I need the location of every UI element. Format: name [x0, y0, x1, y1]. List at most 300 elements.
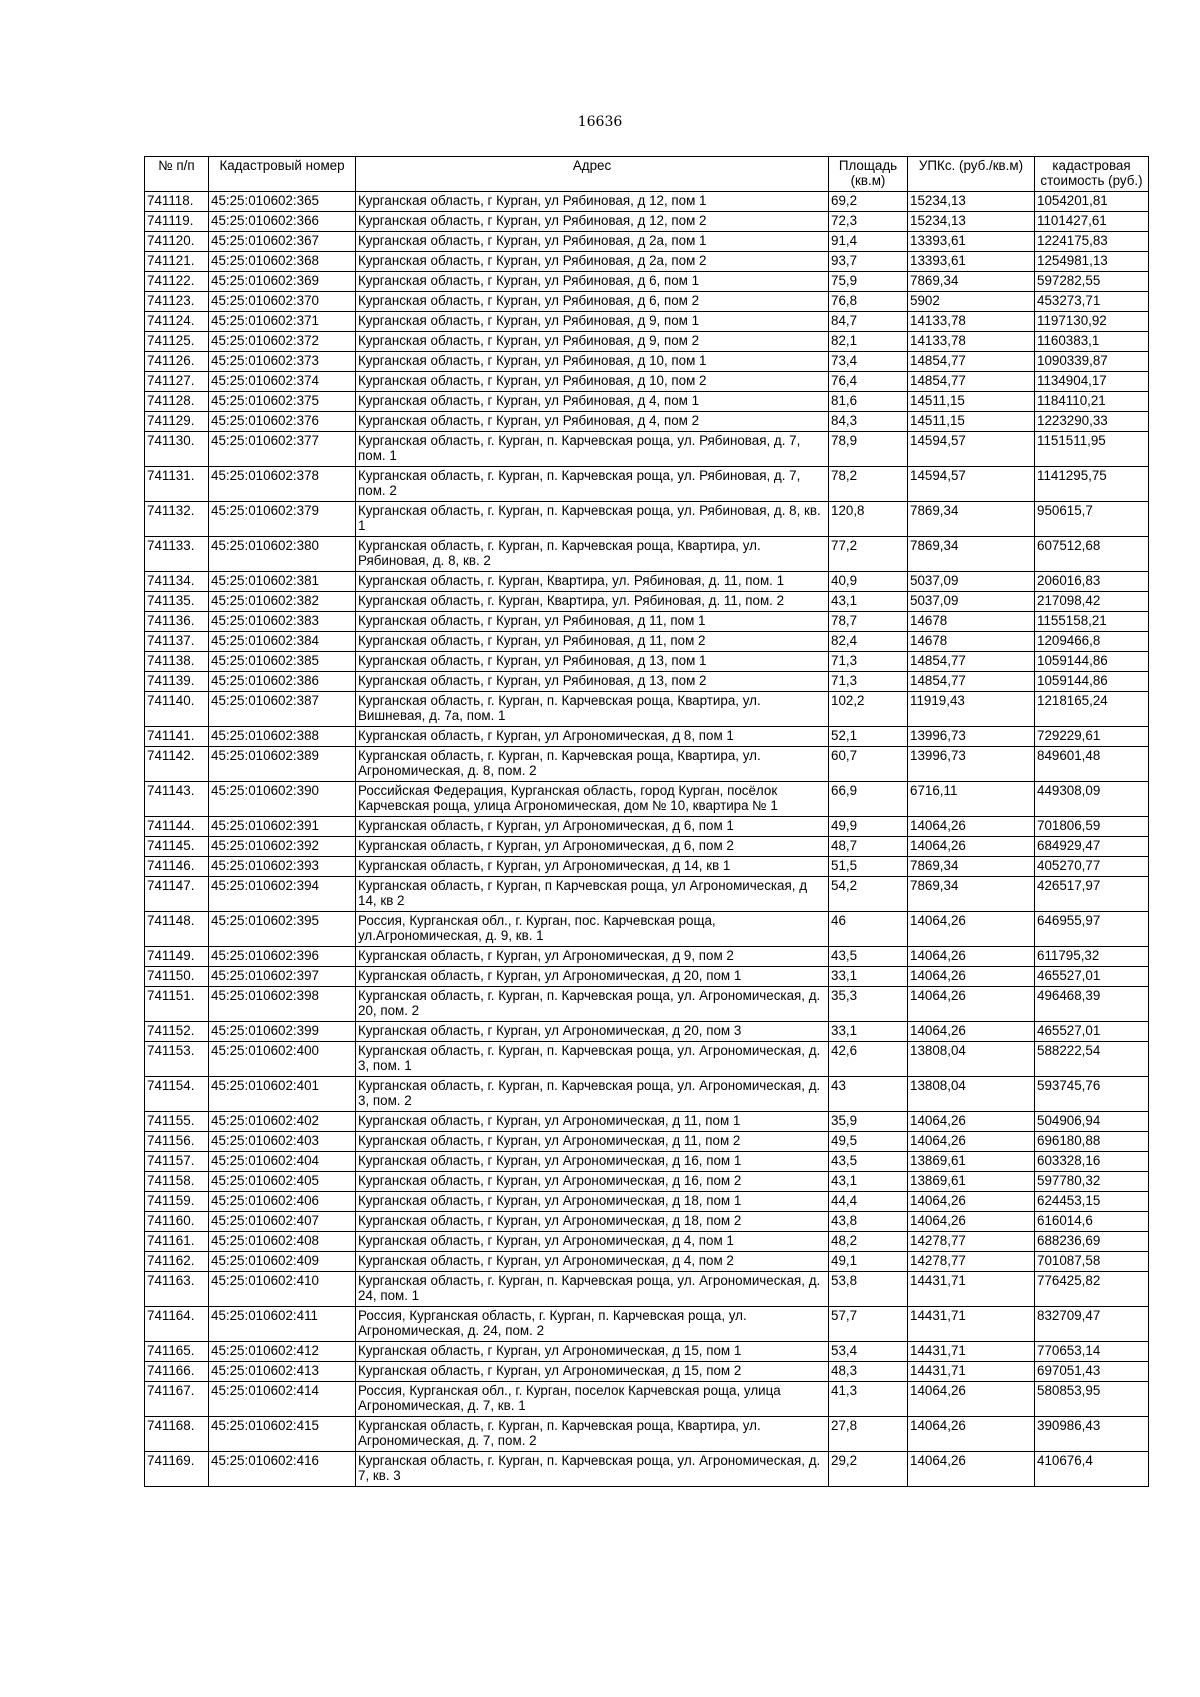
upks-cell: 14278,77 — [908, 1252, 1035, 1272]
area-cell: 43,8 — [829, 1212, 908, 1232]
cadastral-value-cell: 588222,54 — [1035, 1042, 1149, 1077]
address-cell: Курганская область, г. Курган, Квартира, ул. Рябиновая, д. 11, пом. 1 — [356, 572, 829, 592]
header-num: № п/п — [145, 157, 209, 192]
table-row — [145, 1232, 1149, 1252]
cadastral-number-cell: 45:25:010602:404 — [209, 1152, 356, 1172]
table-row — [145, 272, 1149, 292]
upks-cell: 14064,26 — [908, 1112, 1035, 1132]
cadastral-number-cell: 45:25:010602:395 — [209, 912, 356, 947]
row-number-cell: 741161. — [145, 1232, 209, 1252]
area-cell: 33,1 — [829, 967, 908, 987]
area-cell: 76,4 — [829, 372, 908, 392]
cadastral-value-cell: 597282,55 — [1035, 272, 1149, 292]
cadastral-number-cell: 45:25:010602:405 — [209, 1172, 356, 1192]
cadastral-value-cell: 603328,16 — [1035, 1152, 1149, 1172]
table-row — [145, 292, 1149, 312]
upks-cell: 7869,34 — [908, 272, 1035, 292]
upks-cell: 7869,34 — [908, 502, 1035, 537]
cadastral-value-cell: 607512,68 — [1035, 537, 1149, 572]
upks-cell: 14854,77 — [908, 652, 1035, 672]
upks-cell: 7869,34 — [908, 857, 1035, 877]
row-number-cell: 741139. — [145, 672, 209, 692]
area-cell: 43,5 — [829, 1152, 908, 1172]
upks-cell: 14431,71 — [908, 1307, 1035, 1342]
upks-cell: 14511,15 — [908, 392, 1035, 412]
upks-cell: 7869,34 — [908, 877, 1035, 912]
table-row — [145, 572, 1149, 592]
cadastral-value-cell: 624453,15 — [1035, 1192, 1149, 1212]
cadastral-value-cell: 217098,42 — [1035, 592, 1149, 612]
table-row — [145, 1272, 1149, 1307]
cadastral-number-cell: 45:25:010602:412 — [209, 1342, 356, 1362]
upks-cell: 15234,13 — [908, 192, 1035, 212]
cadastral-number-cell: 45:25:010602:414 — [209, 1382, 356, 1417]
table-row — [145, 1362, 1149, 1382]
row-number-cell: 741131. — [145, 467, 209, 502]
upks-cell: 14064,26 — [908, 1132, 1035, 1152]
cadastral-value-cell: 1155158,21 — [1035, 612, 1149, 632]
upks-cell: 14064,26 — [908, 1192, 1035, 1212]
table-row — [145, 1342, 1149, 1362]
table-row — [145, 967, 1149, 987]
header-cadastral-number: Кадастровый номер — [209, 157, 356, 192]
table-row — [145, 232, 1149, 252]
area-cell: 120,8 — [829, 502, 908, 537]
upks-cell: 5037,09 — [908, 592, 1035, 612]
row-number-cell: 741151. — [145, 987, 209, 1022]
cadastral-number-cell: 45:25:010602:392 — [209, 837, 356, 857]
header-cadastral-value: кадастровая стоимость (руб.) — [1035, 157, 1149, 192]
table-row — [145, 837, 1149, 857]
area-cell: 48,7 — [829, 837, 908, 857]
table-row — [145, 412, 1149, 432]
address-cell: Курганская область, г. Курган, Квартира, ул. Рябиновая, д. 11, пом. 2 — [356, 592, 829, 612]
address-cell: Курганская область, г Курган, ул Агрономическая, д 4, пом 1 — [356, 1232, 829, 1252]
cadastral-value-cell: 696180,88 — [1035, 1132, 1149, 1152]
upks-cell: 13996,73 — [908, 747, 1035, 782]
address-cell: Курганская область, г Курган, ул Агрономическая, д 6, пом 2 — [356, 837, 829, 857]
table-row — [145, 987, 1149, 1022]
cadastral-value-cell: 776425,82 — [1035, 1272, 1149, 1307]
row-number-cell: 741148. — [145, 912, 209, 947]
cadastral-number-cell: 45:25:010602:385 — [209, 652, 356, 672]
address-cell: Курганская область, г Курган, ул Рябиновая, д 13, пом 2 — [356, 672, 829, 692]
upks-cell: 14064,26 — [908, 1382, 1035, 1417]
cadastral-value-cell: 405270,77 — [1035, 857, 1149, 877]
address-cell: Курганская область, г Курган, ул Рябиновая, д 2а, пом 2 — [356, 252, 829, 272]
area-cell: 69,2 — [829, 192, 908, 212]
table-row — [145, 592, 1149, 612]
table-row — [145, 727, 1149, 747]
address-cell: Россия, Курганская обл., г. Курган, пос. Карчевская роща, ул.Агрономическая, д. 9, кв. 1 — [356, 912, 829, 947]
cadastral-number-cell: 45:25:010602:402 — [209, 1112, 356, 1132]
address-cell: Курганская область, г Курган, ул Агрономическая, д 18, пом 1 — [356, 1192, 829, 1212]
table-row — [145, 912, 1149, 947]
table-row — [145, 612, 1149, 632]
cadastral-number-cell: 45:25:010602:378 — [209, 467, 356, 502]
address-cell: Курганская область, г Курган, ул Агрономическая, д 8, пом 1 — [356, 727, 829, 747]
row-number-cell: 741136. — [145, 612, 209, 632]
upks-cell: 14678 — [908, 612, 1035, 632]
table-row — [145, 632, 1149, 652]
area-cell: 78,9 — [829, 432, 908, 467]
row-number-cell: 741154. — [145, 1077, 209, 1112]
address-cell: Курганская область, г. Курган, п. Карчевская роща, ул. Агрономическая, д. 3, пом. 1 — [356, 1042, 829, 1077]
cadastral-value-cell: 1218165,24 — [1035, 692, 1149, 727]
table-row — [145, 1132, 1149, 1152]
area-cell: 43 — [829, 1077, 908, 1112]
cadastral-value-cell: 688236,69 — [1035, 1232, 1149, 1252]
table-row — [145, 372, 1149, 392]
address-cell: Курганская область, г Курган, ул Рябиновая, д 11, пом 2 — [356, 632, 829, 652]
cadastral-value-cell: 593745,76 — [1035, 1077, 1149, 1112]
row-number-cell: 741169. — [145, 1452, 209, 1487]
table-row — [145, 1307, 1149, 1342]
cadastral-value-cell: 1223290,33 — [1035, 412, 1149, 432]
cadastral-value-cell: 1209466,8 — [1035, 632, 1149, 652]
area-cell: 49,1 — [829, 1252, 908, 1272]
cadastral-value-cell: 1054201,81 — [1035, 192, 1149, 212]
upks-cell: 14064,26 — [908, 947, 1035, 967]
cadastral-value-cell: 684929,47 — [1035, 837, 1149, 857]
address-cell: Российская Федерация, Курганская область, город Курган, посёлок Карчевская роща, улица Агрономическая, дом № 10, квартира № 1 — [356, 782, 829, 817]
cadastral-number-cell: 45:25:010602:381 — [209, 572, 356, 592]
area-cell: 71,3 — [829, 672, 908, 692]
upks-cell: 7869,34 — [908, 537, 1035, 572]
area-cell: 81,6 — [829, 392, 908, 412]
row-number-cell: 741156. — [145, 1132, 209, 1152]
cadastral-number-cell: 45:25:010602:389 — [209, 747, 356, 782]
row-number-cell: 741125. — [145, 332, 209, 352]
upks-cell: 13869,61 — [908, 1172, 1035, 1192]
cadastral-number-cell: 45:25:010602:366 — [209, 212, 356, 232]
table-row — [145, 192, 1149, 212]
row-number-cell: 741133. — [145, 537, 209, 572]
table-row — [145, 312, 1149, 332]
cadastral-number-cell: 45:25:010602:397 — [209, 967, 356, 987]
upks-cell: 14064,26 — [908, 987, 1035, 1022]
row-number-cell: 741160. — [145, 1212, 209, 1232]
table-row — [145, 1212, 1149, 1232]
address-cell: Курганская область, г. Курган, п. Карчевская роща, ул. Агрономическая, д. 24, пом. 1 — [356, 1272, 829, 1307]
table-row — [145, 332, 1149, 352]
area-cell: 76,8 — [829, 292, 908, 312]
upks-cell: 13808,04 — [908, 1077, 1035, 1112]
cadastral-number-cell: 45:25:010602:384 — [209, 632, 356, 652]
cadastral-number-cell: 45:25:010602:372 — [209, 332, 356, 352]
address-cell: Курганская область, г Курган, ул Агрономическая, д 11, пом 2 — [356, 1132, 829, 1152]
cadastral-number-cell: 45:25:010602:371 — [209, 312, 356, 332]
upks-cell: 13393,61 — [908, 252, 1035, 272]
table-row — [145, 1022, 1149, 1042]
address-cell: Курганская область, г Курган, ул Агрономическая, д 15, пом 2 — [356, 1362, 829, 1382]
row-number-cell: 741119. — [145, 212, 209, 232]
table-row — [145, 692, 1149, 727]
cadastral-number-cell: 45:25:010602:390 — [209, 782, 356, 817]
cadastral-value-cell: 465527,01 — [1035, 967, 1149, 987]
area-cell: 93,7 — [829, 252, 908, 272]
table-row — [145, 1252, 1149, 1272]
cadastral-value-cell: 616014,6 — [1035, 1212, 1149, 1232]
cadastral-value-cell: 426517,97 — [1035, 877, 1149, 912]
area-cell: 60,7 — [829, 747, 908, 782]
row-number-cell: 741140. — [145, 692, 209, 727]
table-row — [145, 502, 1149, 537]
table-row — [145, 352, 1149, 372]
area-cell: 41,3 — [829, 1382, 908, 1417]
cadastral-number-cell: 45:25:010602:399 — [209, 1022, 356, 1042]
cadastral-number-cell: 45:25:010602:408 — [209, 1232, 356, 1252]
table-row — [145, 1192, 1149, 1212]
row-number-cell: 741138. — [145, 652, 209, 672]
address-cell: Курганская область, г Курган, ул Рябиновая, д 6, пом 1 — [356, 272, 829, 292]
row-number-cell: 741128. — [145, 392, 209, 412]
address-cell: Курганская область, г Курган, ул Рябиновая, д 9, пом 1 — [356, 312, 829, 332]
upks-cell: 14854,77 — [908, 672, 1035, 692]
cadastral-number-cell: 45:25:010602:415 — [209, 1417, 356, 1452]
cadastral-number-cell: 45:25:010602:375 — [209, 392, 356, 412]
header-area: Площадь (кв.м) — [829, 157, 908, 192]
row-number-cell: 741155. — [145, 1112, 209, 1132]
address-cell: Курганская область, г Курган, ул Рябиновая, д 10, пом 1 — [356, 352, 829, 372]
area-cell: 84,3 — [829, 412, 908, 432]
upks-cell: 14431,71 — [908, 1272, 1035, 1307]
area-cell: 35,3 — [829, 987, 908, 1022]
upks-cell: 6716,11 — [908, 782, 1035, 817]
cadastral-value-cell: 1254981,13 — [1035, 252, 1149, 272]
header-upks: УПКс. (руб./кв.м) — [908, 157, 1035, 192]
area-cell: 48,2 — [829, 1232, 908, 1252]
cadastral-number-cell: 45:25:010602:413 — [209, 1362, 356, 1382]
area-cell: 46 — [829, 912, 908, 947]
row-number-cell: 741162. — [145, 1252, 209, 1272]
cadastral-number-cell: 45:25:010602:416 — [209, 1452, 356, 1487]
address-cell: Курганская область, г Курган, ул Агрономическая, д 16, пом 2 — [356, 1172, 829, 1192]
row-number-cell: 741164. — [145, 1307, 209, 1342]
address-cell: Курганская область, г. Курган, п. Карчевская роща, ул. Рябиновая, д. 7, пом. 2 — [356, 467, 829, 502]
row-number-cell: 741163. — [145, 1272, 209, 1307]
cadastral-value-cell: 390986,43 — [1035, 1417, 1149, 1452]
cadastral-value-cell: 1160383,1 — [1035, 332, 1149, 352]
upks-cell: 13869,61 — [908, 1152, 1035, 1172]
address-cell: Курганская область, г Курган, ул Рябиновая, д 2а, пом 1 — [356, 232, 829, 252]
address-cell: Курганская область, г. Курган, п. Карчевская роща, Квартира, ул. Агрономическая, д. 7, пом. 2 — [356, 1417, 829, 1452]
address-cell: Курганская область, г Курган, ул Агрономическая, д 9, пом 2 — [356, 947, 829, 967]
cadastral-number-cell: 45:25:010602:400 — [209, 1042, 356, 1077]
address-cell: Курганская область, г. Курган, п. Карчевская роща, ул. Рябиновая, д. 8, кв. 1 — [356, 502, 829, 537]
area-cell: 29,2 — [829, 1452, 908, 1487]
area-cell: 102,2 — [829, 692, 908, 727]
table-row — [145, 1042, 1149, 1077]
area-cell: 44,4 — [829, 1192, 908, 1212]
upks-cell: 14854,77 — [908, 372, 1035, 392]
area-cell: 53,8 — [829, 1272, 908, 1307]
row-number-cell: 741121. — [145, 252, 209, 272]
table-row — [145, 1452, 1149, 1487]
row-number-cell: 741149. — [145, 947, 209, 967]
cadastral-number-cell: 45:25:010602:411 — [209, 1307, 356, 1342]
cadastral-value-cell: 849601,48 — [1035, 747, 1149, 782]
table-row — [145, 212, 1149, 232]
cadastral-value-cell: 1141295,75 — [1035, 467, 1149, 502]
address-cell: Россия, Курганская обл., г. Курган, поселок Карчевская роща, улица Агрономическая, д. 7, кв. 1 — [356, 1382, 829, 1417]
row-number-cell: 741141. — [145, 727, 209, 747]
table-row — [145, 392, 1149, 412]
area-cell: 43,5 — [829, 947, 908, 967]
cadastral-number-cell: 45:25:010602:409 — [209, 1252, 356, 1272]
row-number-cell: 741124. — [145, 312, 209, 332]
address-cell: Курганская область, г. Курган, п. Карчевская роща, ул. Рябиновая, д. 7, пом. 1 — [356, 432, 829, 467]
cadastral-value-cell: 580853,95 — [1035, 1382, 1149, 1417]
row-number-cell: 741137. — [145, 632, 209, 652]
address-cell: Курганская область, г. Курган, п. Карчевская роща, ул. Агрономическая, д. 20, пом. 2 — [356, 987, 829, 1022]
cadastral-value-cell: 729229,61 — [1035, 727, 1149, 747]
upks-cell: 14064,26 — [908, 1022, 1035, 1042]
row-number-cell: 741129. — [145, 412, 209, 432]
upks-cell: 14064,26 — [908, 837, 1035, 857]
row-number-cell: 741146. — [145, 857, 209, 877]
cadastral-number-cell: 45:25:010602:369 — [209, 272, 356, 292]
row-number-cell: 741120. — [145, 232, 209, 252]
address-cell: Курганская область, г. Курган, п. Карчевская роща, ул. Агрономическая, д. 7, кв. 3 — [356, 1452, 829, 1487]
upks-cell: 14431,71 — [908, 1362, 1035, 1382]
cadastral-number-cell: 45:25:010602:374 — [209, 372, 356, 392]
address-cell: Курганская область, г Курган, ул Рябиновая, д 12, пом 2 — [356, 212, 829, 232]
upks-cell: 5902 — [908, 292, 1035, 312]
cadastral-number-cell: 45:25:010602:391 — [209, 817, 356, 837]
address-cell: Курганская область, г Курган, ул Рябиновая, д 6, пом 2 — [356, 292, 829, 312]
cadastral-number-cell: 45:25:010602:410 — [209, 1272, 356, 1307]
upks-cell: 5037,09 — [908, 572, 1035, 592]
address-cell: Курганская область, г Курган, ул Агрономическая, д 16, пом 1 — [356, 1152, 829, 1172]
cadastral-value-cell: 611795,32 — [1035, 947, 1149, 967]
address-cell: Курганская область, г Курган, ул Агрономическая, д 11, пом 1 — [356, 1112, 829, 1132]
cadastral-value-cell: 504906,94 — [1035, 1112, 1149, 1132]
table-row — [145, 1417, 1149, 1452]
row-number-cell: 741122. — [145, 272, 209, 292]
area-cell: 35,9 — [829, 1112, 908, 1132]
area-cell: 84,7 — [829, 312, 908, 332]
area-cell: 27,8 — [829, 1417, 908, 1452]
row-number-cell: 741143. — [145, 782, 209, 817]
row-number-cell: 741126. — [145, 352, 209, 372]
upks-cell: 14133,78 — [908, 332, 1035, 352]
area-cell: 40,9 — [829, 572, 908, 592]
cadastral-number-cell: 45:25:010602:376 — [209, 412, 356, 432]
area-cell: 57,7 — [829, 1307, 908, 1342]
cadastral-number-cell: 45:25:010602:365 — [209, 192, 356, 212]
row-number-cell: 741145. — [145, 837, 209, 857]
address-cell: Курганская область, г Курган, ул Рябиновая, д 4, пом 2 — [356, 412, 829, 432]
address-cell: Курганская область, г Курган, п Карчевская роща, ул Агрономическая, д 14, кв 2 — [356, 877, 829, 912]
upks-cell: 14064,26 — [908, 967, 1035, 987]
row-number-cell: 741127. — [145, 372, 209, 392]
cadastral-value-cell: 832709,47 — [1035, 1307, 1149, 1342]
cadastral-value-cell: 1224175,83 — [1035, 232, 1149, 252]
cadastral-value-cell: 597780,32 — [1035, 1172, 1149, 1192]
row-number-cell: 741130. — [145, 432, 209, 467]
address-cell: Курганская область, г Курган, ул Агрономическая, д 4, пом 2 — [356, 1252, 829, 1272]
address-cell: Курганская область, г Курган, ул Агрономическая, д 20, пом 1 — [356, 967, 829, 987]
row-number-cell: 741165. — [145, 1342, 209, 1362]
row-number-cell: 741142. — [145, 747, 209, 782]
address-cell: Курганская область, г Курган, ул Рябиновая, д 11, пом 1 — [356, 612, 829, 632]
upks-cell: 14133,78 — [908, 312, 1035, 332]
cadastral-value-cell: 697051,43 — [1035, 1362, 1149, 1382]
upks-cell: 13393,61 — [908, 232, 1035, 252]
area-cell: 42,6 — [829, 1042, 908, 1077]
table-row — [145, 947, 1149, 967]
cadastral-number-cell: 45:25:010602:393 — [209, 857, 356, 877]
upks-cell: 15234,13 — [908, 212, 1035, 232]
upks-cell: 14431,71 — [908, 1342, 1035, 1362]
cadastral-number-cell: 45:25:010602:379 — [209, 502, 356, 537]
table-row — [145, 432, 1149, 467]
area-cell: 78,2 — [829, 467, 908, 502]
address-cell: Курганская область, г. Курган, п. Карчевская роща, Квартира, ул. Вишневая, д. 7а, пом. 1 — [356, 692, 829, 727]
row-number-cell: 741134. — [145, 572, 209, 592]
address-cell: Курганская область, г Курган, ул Агрономическая, д 15, пом 1 — [356, 1342, 829, 1362]
upks-cell: 14854,77 — [908, 352, 1035, 372]
row-number-cell: 741132. — [145, 502, 209, 537]
row-number-cell: 741152. — [145, 1022, 209, 1042]
upks-cell: 14511,15 — [908, 412, 1035, 432]
row-number-cell: 741157. — [145, 1152, 209, 1172]
address-cell: Курганская область, г Курган, ул Рябиновая, д 10, пом 2 — [356, 372, 829, 392]
area-cell: 66,9 — [829, 782, 908, 817]
cadastral-number-cell: 45:25:010602:401 — [209, 1077, 356, 1112]
upks-cell: 14064,26 — [908, 1452, 1035, 1487]
cadastral-number-cell: 45:25:010602:394 — [209, 877, 356, 912]
upks-cell: 14594,57 — [908, 467, 1035, 502]
upks-cell: 14594,57 — [908, 432, 1035, 467]
row-number-cell: 741135. — [145, 592, 209, 612]
cadastral-value-cell: 1090339,87 — [1035, 352, 1149, 372]
area-cell: 43,1 — [829, 592, 908, 612]
table-row — [145, 1382, 1149, 1417]
table-row — [145, 1112, 1149, 1132]
row-number-cell: 741153. — [145, 1042, 209, 1077]
address-cell: Россия, Курганская область, г. Курган, п. Карчевская роща, ул. Агрономическая, д. 24, пом. 2 — [356, 1307, 829, 1342]
cadastral-value-cell: 449308,09 — [1035, 782, 1149, 817]
area-cell: 52,1 — [829, 727, 908, 747]
row-number-cell: 741168. — [145, 1417, 209, 1452]
cadastral-number-cell: 45:25:010602:396 — [209, 947, 356, 967]
table-row — [145, 672, 1149, 692]
address-cell: Курганская область, г Курган, ул Агрономическая, д 18, пом 2 — [356, 1212, 829, 1232]
area-cell: 71,3 — [829, 652, 908, 672]
cadastral-number-cell: 45:25:010602:386 — [209, 672, 356, 692]
row-number-cell: 741167. — [145, 1382, 209, 1417]
cadastral-value-cell: 206016,83 — [1035, 572, 1149, 592]
area-cell: 49,9 — [829, 817, 908, 837]
page-number: 16636 — [577, 114, 623, 130]
address-cell: Курганская область, г Курган, ул Агрономическая, д 14, кв 1 — [356, 857, 829, 877]
table-row — [145, 782, 1149, 817]
upks-cell: 14678 — [908, 632, 1035, 652]
cadastral-number-cell: 45:25:010602:407 — [209, 1212, 356, 1232]
cadastral-number-cell: 45:25:010602:380 — [209, 537, 356, 572]
row-number-cell: 741166. — [145, 1362, 209, 1382]
table-row — [145, 537, 1149, 572]
cadastral-number-cell: 45:25:010602:373 — [209, 352, 356, 372]
table-row — [145, 817, 1149, 837]
table-row — [145, 1172, 1149, 1192]
cadastral-value-cell: 410676,4 — [1035, 1452, 1149, 1487]
upks-cell: 14064,26 — [908, 912, 1035, 947]
row-number-cell: 741144. — [145, 817, 209, 837]
upks-cell: 14064,26 — [908, 1212, 1035, 1232]
